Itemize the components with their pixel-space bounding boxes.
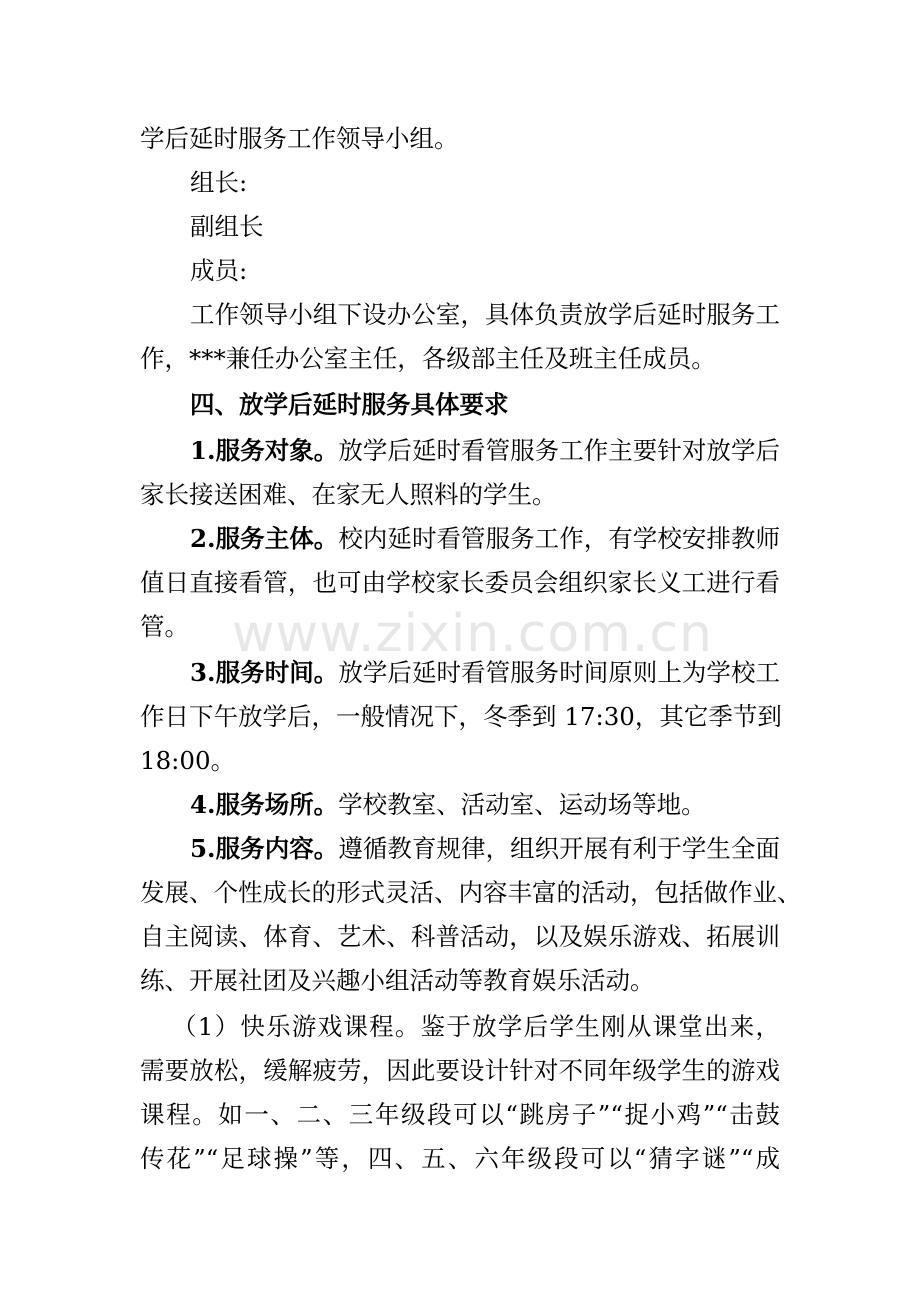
paragraph-line: 1.服务对象。放学后延时看管服务工作主要针对放学后 <box>190 436 781 465</box>
paragraph-line: 2.服务主体。校内延时看管服务工作，有学校安排教师 <box>190 524 781 553</box>
text-line: 自主阅读、体育、艺术、科普活动，以及娱乐游戏、拓展训 <box>140 922 780 951</box>
text-line: 作日下午放学后，一般情况下，冬季到 17:30，其它季节到 <box>140 702 782 731</box>
text-line: 发展、个性成长的形式灵活、内容丰富的活动，包括做作业、 <box>140 878 802 907</box>
label-deputy-leader: 副组长 <box>190 212 264 241</box>
text-line: 传花”“足球操”等，四、五、六年级段可以“猜字谜”“成 <box>140 1144 780 1173</box>
label-leader: 组长: <box>190 168 248 197</box>
text-line: 学后延时服务工作领导小组。 <box>140 124 459 153</box>
item-title: 4.服务场所。 <box>190 790 339 819</box>
text-line: 需要放松，缓解疲劳，因此要设计针对不同年级学生的游戏 <box>140 1056 780 1085</box>
text-line: 值日直接看管，也可由学校家长委员会组织家长义工进行看 <box>140 568 780 597</box>
item-title: 5.服务内容。 <box>190 834 339 863</box>
item-title: 2.服务主体。 <box>190 524 339 553</box>
item-title: 3.服务时间。 <box>190 658 339 687</box>
paragraph-line: 5.服务内容。遵循教育规律，组织开展有利于学生全面 <box>190 834 781 863</box>
watermark: www.zixin.com.cn <box>232 604 713 664</box>
text-line: 家长接送困难、在家无人照料的学生。 <box>140 480 557 509</box>
item-title: 1.服务对象。 <box>190 436 339 465</box>
text-line: （1）快乐游戏课程。鉴于放学后学生刚从课堂出来， <box>172 1012 780 1041</box>
paragraph-line: 3.服务时间。放学后延时看管服务时间原则上为学校工 <box>190 658 781 687</box>
text-line: 18:00。 <box>140 746 236 775</box>
text-line: 练、开展社团及兴趣小组活动等教育娱乐活动。 <box>140 966 655 995</box>
text-line: 管。 <box>140 612 189 641</box>
text-line: 课程。如一、二、三年级段可以“跳房子”“捉小鸡”“击鼓 <box>140 1100 780 1129</box>
section-heading: 四、放学后延时服务具体要求 <box>190 390 509 419</box>
text-line: 工作领导小组下设办公室，具体负责放学后延时服务工 <box>190 300 780 329</box>
label-members: 成员: <box>190 256 248 285</box>
paragraph-line: 4.服务场所。学校教室、活动室、运动场等地。 <box>190 790 706 819</box>
text-line: 作，***兼任办公室主任，各级部主任及班主任成员。 <box>140 344 716 373</box>
